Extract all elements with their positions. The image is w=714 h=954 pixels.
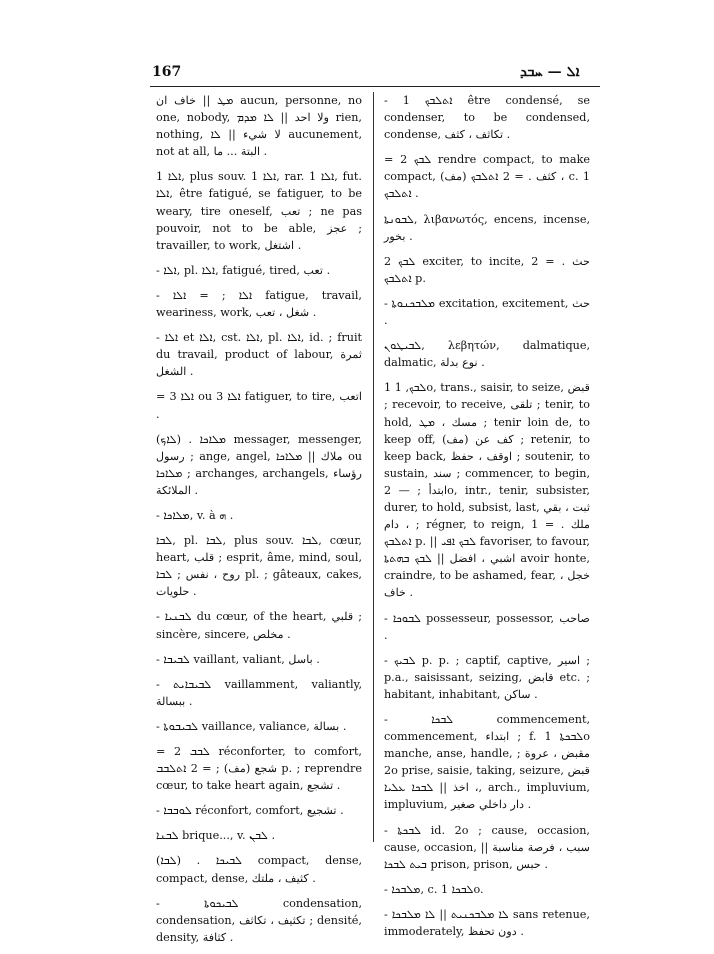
running-headword: ܐܠ — ܚܒܕ: [520, 64, 580, 80]
page-number: 167: [152, 64, 182, 80]
entry: (ܠܐܟ) . ܡܠܐܟܐ messager, messenger, رسول ; ange, angel, ملاك || ܡܠܐܟܐ ou ܡܠܐܟܐ ; archanges, archangels, رؤساء الملائكة .: [156, 432, 363, 497]
entry: ܐܠܐ 1, plus souv. ܐܠܐ 1, rar. ܐܠܐ 1, fut. ܐܠܐ, être fatigué, se fatiguer, to be weary, tire oneself, تعب ; ne pas pouvoir, not to be able, عجز ; travailler, to work, اشتغل .: [156, 170, 362, 252]
entry: - ܡܠܒܟܢܘܬܐ excitation, excitement, حث .: [384, 296, 590, 328]
entry: ܠܒܘܢܬܐ, λιβανωτός, encens, incense, بخور .: [384, 212, 590, 243]
entry: 1 ܠܒܟ, 1o, trans., saisir, to seize, قبض ; recevoir, to receive, تلقى ; tenir, to hold, مسك ، ܡܛ ; tenir loin de, to keep off, (مف) كف عن ; retenir, to keep back, اوقف ، حفظ ; soutenir, to sustain, سند ; commencer, to begin, ابتدأ ; — 2o, intr., tenir, subsister, durer, to hold, subsist, last, ثبت ، بقي ، دام ; régner, to reign, ملك . = 1 ܐܬܠܒܟ p. || ܠܒܟ ܐܦܝ favoriser, to favour, اشبي ، افضل || ܠܒܟ ܒܗܬܬܐ avoir honte, craindre, to be ashamed, fear, خجل ، خاف .: [384, 381, 591, 600]
entry: ܠܒܝܛܘܢ, λεβητών, dalmatique, dalmatic, نوع بدلة .: [384, 339, 590, 370]
header-rule: [150, 86, 600, 87]
entry: - ܐܠܐ et ܐܠܐ, cst. ܐܠܐ, pl. ܐܠܐ, id. ; fruit du travail, product of labour, ثمرة الشغل .: [156, 331, 363, 379]
entry: - ܐܠܐ, pl. ܐܠܐ, fatigué, tired, تعب .: [156, 263, 331, 277]
entry: - ܠܒܟܐ commencement, commencement, ابتداء ; f. ܠܒܟܬܐ 1o manche, anse, handle, مقبض ، عروة ; 2o prise, saisie, taking, seizure, قبض ، اخذ || ܠܒܟܐ ܥܠܝܐ, arch., impluvium, impluvium, دار داخلي صغير .: [384, 713, 590, 812]
entry: = 2 ܠܒܒ réconforter, to comfort, شجع (مف) ; = 2 ܐܬܠܒܒ p. ; reprendre cœur, to take heart again, تشجع .: [156, 745, 362, 793]
entry: ܡܛ || خاف ان aucun, personne, no one, nobody, ولا احد || ܠܐ ܡܕܡ rien, nothing, لا شيء || ܠܐ aucunement, not at all, البتة ... ما .: [156, 94, 363, 159]
entry: = 3 ܐܠܐ ou 3 ܐܠܐ fatiguer, to tire, اتعب .: [156, 390, 362, 421]
entry: - ܠܒܘܟܐ possesseur, possessor, صاحب .: [384, 611, 591, 642]
entry: - ܠܒܝܟ p. p. ; captif, captive, اسير ; p.a., saisissant, seizing, قابض etc. ; habitant, inhabitant, ساكن .: [384, 653, 590, 701]
entry: - ܠܘܒܒܐ réconfort, comfort, تشجيع .: [156, 804, 344, 818]
entry: - ܠܒܟܬܐ id. 2o ; cause, occasion, cause, occasion, سبب ، فرصة مناسبة || ܒܝܬ ܠܒܟܐ prison, prison, حبس .: [384, 823, 590, 871]
entry: 2 ܠܒܟ exciter, to incite, حث . = 2 ܐܬܠܒܟ p.: [384, 254, 590, 285]
right-column: [384, 92, 590, 948]
entry: - ܡܠܒܟܐ, c. ܠܒܟܐ 1o.: [384, 882, 484, 896]
entry: - ܠܒܝܒܐ vaillant, valiant, باسل .: [156, 652, 320, 666]
left-column: [156, 92, 362, 954]
entry: ܠܒܢܐ brique..., v. ܠܒܢ .: [156, 829, 276, 843]
column-divider: [373, 92, 374, 842]
entry: - ܠܒܝܟܘܬܐ condensation, condensation, تكثيف ، تكاثف ; densité, density, كثافة .: [156, 896, 362, 944]
entry: - ܠܐ ܡܠܒܟܢܝܬ || ܠܐ ܡܠܒܟܐ sans retenue, immoderately, دون تحفظ .: [384, 907, 590, 939]
entry: - ܠܒܢܝܐ du cœur, of the heart, قلبي ; sincère, sincere, مخلص .: [156, 610, 362, 641]
entry: ܠܒܐ, pl. ܠܒܐ, plus souv. ܠܒܐ, cœur, heart, قلب ; esprit, âme, mind, soul, روح ، نفس ; ܠܒܐ pl. ; gâteaux, cakes, حلويات .: [156, 534, 363, 599]
entry: - ܠܒܝܒܐܝܬ vaillamment, valiantly, ببسالة .: [156, 677, 362, 708]
entry: - ܠܒܝܒܘܬܐ vaillance, valiance, بسالة .: [156, 719, 347, 733]
entry: - ܐܠܐ ; = ܐܠܐ fatigue, travail, weariness, work, شغل ، تعب .: [156, 288, 362, 320]
entry: = 2 ܠܒܟ rendre compact, to make compact, (مف) كثف . = 2 ܐܬܠܒܟ ، c. 1 ܐܬܠܒܟ .: [384, 153, 591, 201]
entry: - 1 ܐܬܠܒܟ être condensé, se condenser, to be condensed, condense, تكاثف ، كثف .: [384, 94, 590, 142]
entry: - ܡܠܐܟܐ, v. à ܗ .: [156, 508, 234, 522]
entry: (ܠܒܐ) . ܠܒܝܟܐ compact, dense, compact, dense, كثيف ، ملتك .: [156, 854, 362, 885]
